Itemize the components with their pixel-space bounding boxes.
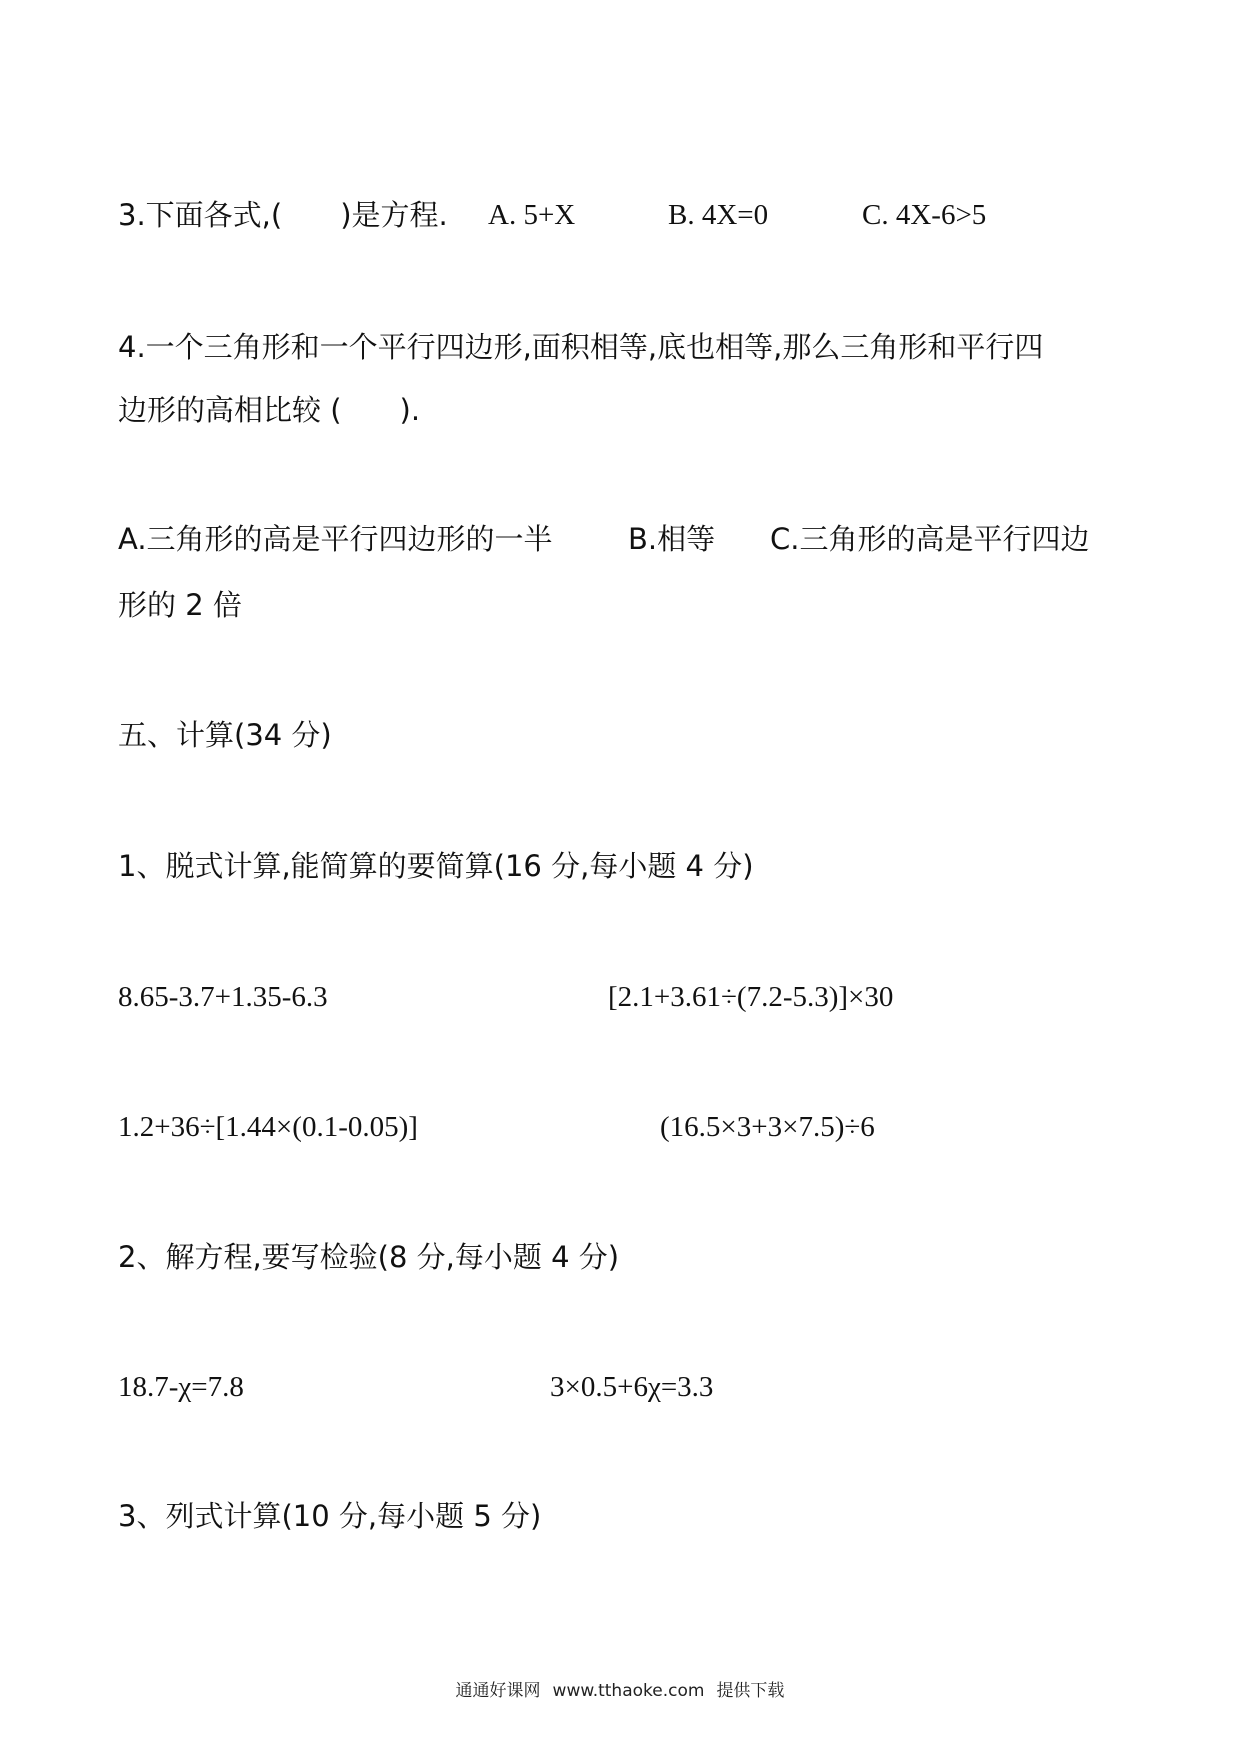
question-3-option-a: A. 5+X — [488, 199, 576, 231]
question-4-option-c-cont: 形的 2 倍 — [118, 588, 242, 622]
question-3-option-c: C. 4X-6>5 — [862, 199, 987, 231]
question-4-option-c: C.三角形的高是平行四边 — [770, 522, 1090, 556]
part-3-title: 3、列式计算(10 分,每小题 5 分) — [118, 1499, 542, 1533]
question-4-option-b: B.相等 — [628, 522, 716, 556]
question-3-stem: 3.下面各式,( )是方程. — [118, 198, 448, 232]
expression-3: 1.2+36÷[1.44×(0.1-0.05)] — [118, 1111, 418, 1143]
question-3-option-b: B. 4X=0 — [668, 199, 769, 231]
expression-1: 8.65-3.7+1.35-6.3 — [118, 981, 328, 1013]
section-5-title: 五、计算(34 分) — [118, 718, 332, 752]
question-3 — [118, 198, 448, 233]
question-4-line-1: 4.一个三角形和一个平行四边形,面积相等,底也相等,那么三角形和平行四 — [118, 330, 1044, 364]
expression-4: (16.5×3+3×7.5)÷6 — [660, 1111, 875, 1143]
footer-suffix: 提供下载 — [716, 1681, 785, 1701]
page-footer — [0, 1676, 1240, 1701]
footer-site-name: 通通好课网 — [455, 1681, 541, 1701]
part-1-title: 1、脱式计算,能简算的要简算(16 分,每小题 4 分) — [118, 849, 754, 883]
footer-url[interactable]: www.tthaoke.com — [552, 1681, 705, 1701]
equation-1: 18.7-χ=7.8 — [118, 1371, 244, 1403]
question-4-line-2: 边形的高相比较 ( ). — [118, 393, 421, 427]
expression-2: [2.1+3.61÷(7.2-5.3)]×30 — [608, 981, 894, 1013]
question-4-option-a: A.三角形的高是平行四边形的一半 — [118, 522, 553, 556]
part-2-title: 2、解方程,要写检验(8 分,每小题 4 分) — [118, 1240, 620, 1274]
equation-2: 3×0.5+6χ=3.3 — [550, 1371, 714, 1403]
